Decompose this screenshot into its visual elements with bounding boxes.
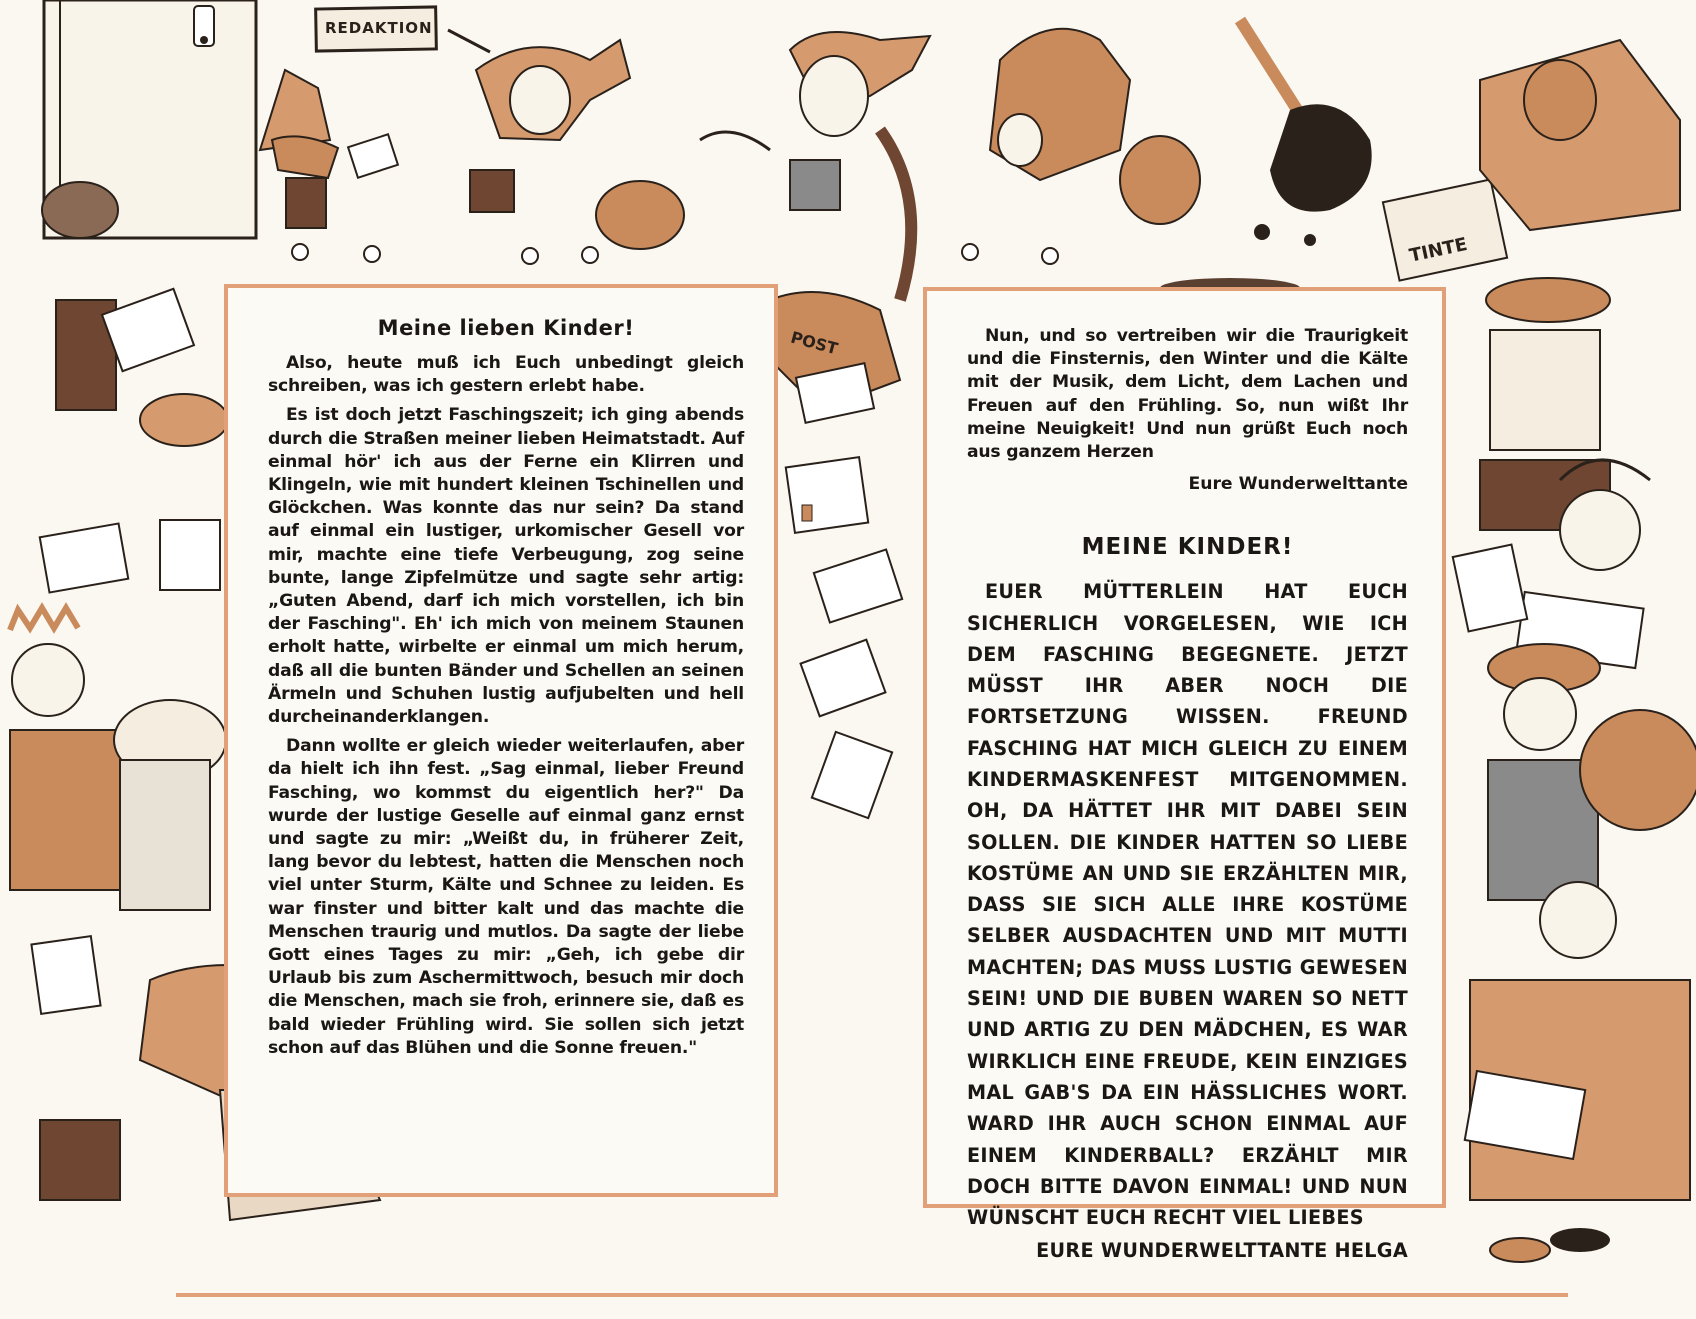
child-figure bbox=[1488, 644, 1696, 900]
elf-figure bbox=[962, 29, 1200, 264]
door-sign-label: REDAKTION bbox=[325, 19, 433, 37]
caps-letter-signature: EURE WUNDERWELTTANTE HELGA bbox=[1036, 1239, 1408, 1263]
falling-envelopes bbox=[786, 363, 902, 818]
book-figure bbox=[1480, 40, 1680, 230]
child-figure bbox=[1465, 882, 1690, 1262]
letter-paragraph: Also, heute muß ich Euch unbedingt gleich schreiben, was ich gestern erlebt habe. bbox=[268, 353, 744, 397]
caps-letter-body: EUER MÜTTERLEIN HAT EUCH SICHERLICH VORGELESEN, WIE ICH DEM FASCHING BEGEGNETE. JETZT MÜSST IHR ABER NOCH DIE FORTSETZUNG WISSEN. FREUND FASCHING HAT MICH GLEICH ZU EINEM KINDERMASKENFEST MITGENOMMEN. OH, DA HÄTTET IHR MIT DABEI SEIN SOLLEN. DIE KINDER HATTEN SO LIEBE KOSTÜME AN UND SIE ERZÄHLTEN MIR, DASS SIE SICH ALLE IHRE KOSTÜME SELBER AUSDACHTEN UND MIT MUTTI MACHTEN; DAS MUSS LUSTIG GEWESEN SEIN! UND DIE BUBEN WAREN SO NETT UND ARTIG ZU DEN MÄDCHEN, ES WAR WIRKLICH EINE FREUDE, KEIN EINZIGES MAL GAB'S DA EIN HÄSSLICHES WORT. WARD IHR AUCH SCHON EINMAL AUF EINEM KINDERBALL? ERZÄHLT MIR DOCH BITTE DAVON EINMAL! UND NUN WÜNSCHT EUCH RECHT VIEL LIEBES bbox=[967, 580, 1408, 1230]
bottom-divider bbox=[176, 1293, 1568, 1297]
ink-blob-figure bbox=[1160, 20, 1507, 298]
letter-panel-right bbox=[923, 287, 1446, 1263]
letter-paragraph: Nun, und so vertreiben wir die Traurigkeit und die Finsternis, den Winter und die Kälte mit der Musik, dem Licht, dem Lachen und Freuen auf den Frühling. So, nun wißt Ihr meine Neuigkeit! Und nun grüßt Euch noch aus ganzem Herzen bbox=[967, 326, 1408, 463]
letter-panel-left bbox=[224, 284, 778, 1197]
door-sign bbox=[316, 7, 437, 51]
child-figure bbox=[40, 394, 228, 593]
letter-paragraph: Dann wollte er gleich wieder weiterlaufen, aber da hielt ich ihn fest. „Sag einmal, lieber Freund Fasching, wo kommst du eigentlich her?" Da wurde der lustige Geselle auf einmal ganz ernst und sagte zu mir: „Weißt du, in früherer Zeit, lang bevor du lebtest, hatten die Menschen noch viel unter Sturm, Kälte und Schnee zu leiden. Es war finster und bitter kalt und das machte die Menschen traurig und mutlos. Da sagte der liebe Gott eines Tages zu mir: „Geh, ich gebe dir Urlaub bis zum Aschermittwoch, besuch mir doch die Menschen, mach sie froh, erinnere sie, daß es bald wieder Frühling wird. Sie sollen sich jetzt schon auf das Blühen und die Sonne freuen." bbox=[268, 736, 744, 1058]
caps-letter-title: MEINE KINDER! bbox=[1081, 534, 1294, 561]
elf-figure bbox=[700, 32, 930, 300]
child-figure bbox=[10, 608, 226, 910]
letter-title: Meine lieben Kinder! bbox=[377, 316, 635, 340]
letter-paragraph: Es ist doch jetzt Faschingszeit; ich ging abends durch die Straßen meiner lieben Heimatstadt. Auf einmal hör' ich aus der Ferne ein Klirren und Klingeln, wie mit hundert kleinen Tschinellen und Glöckchen. Was konnte das nur sein? Da stand auf einmal ein lustiger, urkomischer Gesell vor mir, machte eine tiefe Verbeugung, zog seine bunte, lange Zipfelmütze und sagte sehr artig: „Guten Abend, darf ich mich vorstellen, ich bin der Fasching". Eh' ich mich von meinem Staunen erholt hatte, wirbelte er einmal um mich herum, daß all die bunten Bänder und Schellen an seinen Ärmeln und Schuhen lustig aufjubelten und hell durcheinanderklangen. bbox=[268, 405, 744, 728]
ink-bottle-label: TINTE bbox=[1407, 233, 1470, 267]
letter-closing: Eure Wunderwelttante bbox=[1188, 474, 1408, 495]
elf-figure bbox=[448, 30, 684, 264]
elf-figure bbox=[260, 70, 398, 262]
post-bag-label: POST bbox=[788, 327, 840, 359]
